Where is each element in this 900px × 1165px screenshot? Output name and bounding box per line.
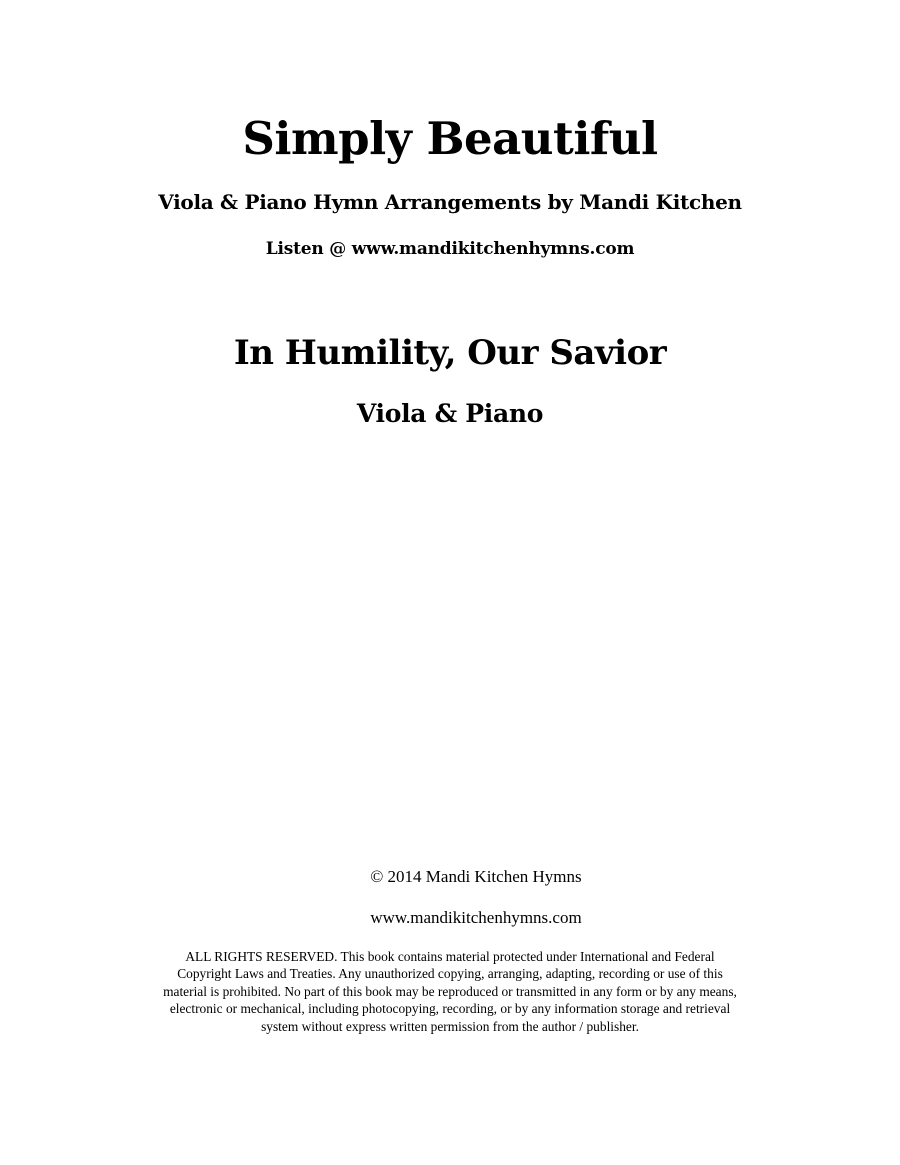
copyright-notice: © 2014 Mandi Kitchen Hymns — [370, 867, 582, 886]
rights-line: ALL RIGHTS RESERVED. This book contains material protected under International and Federal — [185, 949, 715, 964]
piece-title: In Humility, Our Savior — [233, 333, 667, 373]
rights-line: material is prohibited. No part of this book may be reproduced or transmitted in any form or by any means, — [163, 983, 737, 999]
book-subtitle: Viola & Piano Hymn Arrangements by Mandi Kitchen — [158, 190, 742, 214]
book-title: Simply Beautiful — [242, 112, 658, 165]
listen-link-line: Listen @ www.mandikitchenhymns.com — [265, 239, 635, 259]
rights-line: system without express written permission from the author / publisher. — [261, 1018, 639, 1034]
rights-line: Copyright Laws and Treaties. Any unauthorized copying, arranging, adapting, recording or use of this — [177, 966, 723, 982]
footer-website: www.mandikitchenhymns.com — [370, 908, 582, 927]
rights-line: electronic or mechanical, including photocopying, recording, or by any information storage and retrieval — [169, 1001, 731, 1017]
piece-instrumentation: Viola & Piano — [356, 399, 544, 428]
rights-reserved-notice — [130, 948, 770, 1035]
